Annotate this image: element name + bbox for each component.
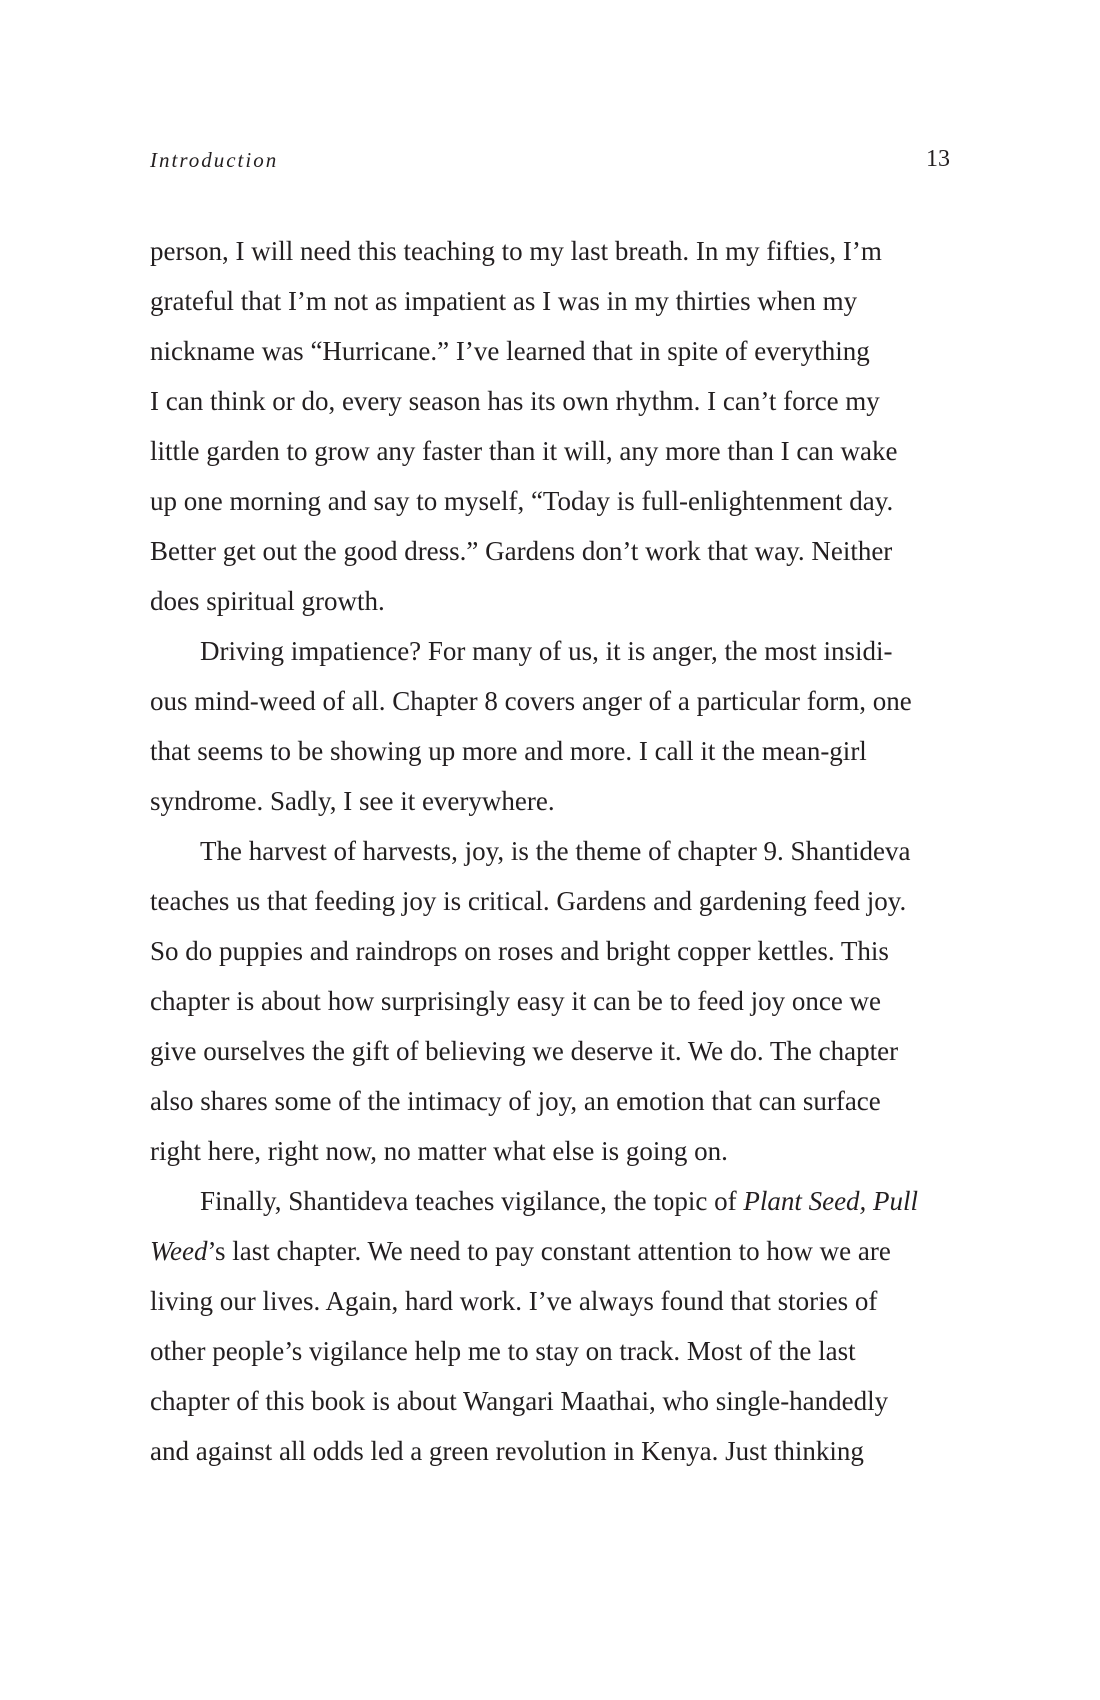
text-line: nickname was “Hurricane.” I’ve learned that in spite of everything (150, 336, 870, 366)
text-segment: ’s last chapter. We need to pay constant attention to how we are (207, 1236, 891, 1266)
text-line: living our lives. Again, hard work. I’ve always found that stories of (150, 1286, 878, 1316)
text-line: give ourselves the gift of believing we deserve it. We do. The chapter (150, 1036, 899, 1066)
running-head: Introduction (150, 148, 279, 172)
text-line: other people’s vigilance help me to stay on track. Most of the last (150, 1336, 856, 1366)
book-title: Weed (150, 1236, 208, 1266)
text-line: teaches us that feeding joy is critical. Gardens and gardening feed joy. (150, 886, 907, 916)
text-line: does spiritual growth. (150, 586, 385, 616)
text-line (150, 1226, 950, 1276)
text-line: I can think or do, every season has its own rhythm. I can’t force my (150, 386, 880, 416)
text-line: also shares some of the intimacy of joy, an emotion that can surface (150, 1086, 881, 1116)
text-line: right here, right now, no matter what else is going on. (150, 1136, 728, 1166)
text-line: chapter of this book is about Wangari Maathai, who single-handedly (150, 1386, 889, 1416)
text-line: little garden to grow any faster than it will, any more than I can wake (150, 436, 898, 466)
text-line: grateful that I’m not as impatient as I was in my thirties when my (150, 286, 858, 316)
text-line: that seems to be showing up more and more. I call it the mean-girl (150, 736, 867, 766)
text-line: person, I will need this teaching to my last breath. In my fifties, I’m (150, 236, 882, 266)
body-text (150, 226, 950, 1476)
paragraph-first-line: The harvest of harvests, joy, is the theme of chapter 9. Shantideva (200, 836, 911, 866)
book-title: Plant Seed, Pull (743, 1186, 919, 1216)
paragraph-first-line: Driving impatience? For many of us, it is anger, the most insidi- (200, 636, 893, 666)
page-number: 13 (926, 146, 950, 172)
text-line: So do puppies and raindrops on roses and bright copper kettles. This (150, 936, 889, 966)
text-line: Better get out the good dress.” Gardens don’t work that way. Neither (150, 536, 893, 566)
paragraph-first-line (150, 1176, 950, 1226)
text-line: chapter is about how surprisingly easy it can be to feed joy once we (150, 986, 882, 1016)
text-segment: Finally, Shantideva teaches vigilance, the topic of (200, 1186, 744, 1216)
text-line: ous mind-weed of all. Chapter 8 covers anger of a particular form, one (150, 686, 912, 716)
text-line: syndrome. Sadly, I see it everywhere. (150, 786, 555, 816)
text-line: up one morning and say to myself, “Today is full-enlightenment day. (150, 486, 894, 516)
text-line: and against all odds led a green revolution in Kenya. Just thinking (150, 1436, 864, 1466)
